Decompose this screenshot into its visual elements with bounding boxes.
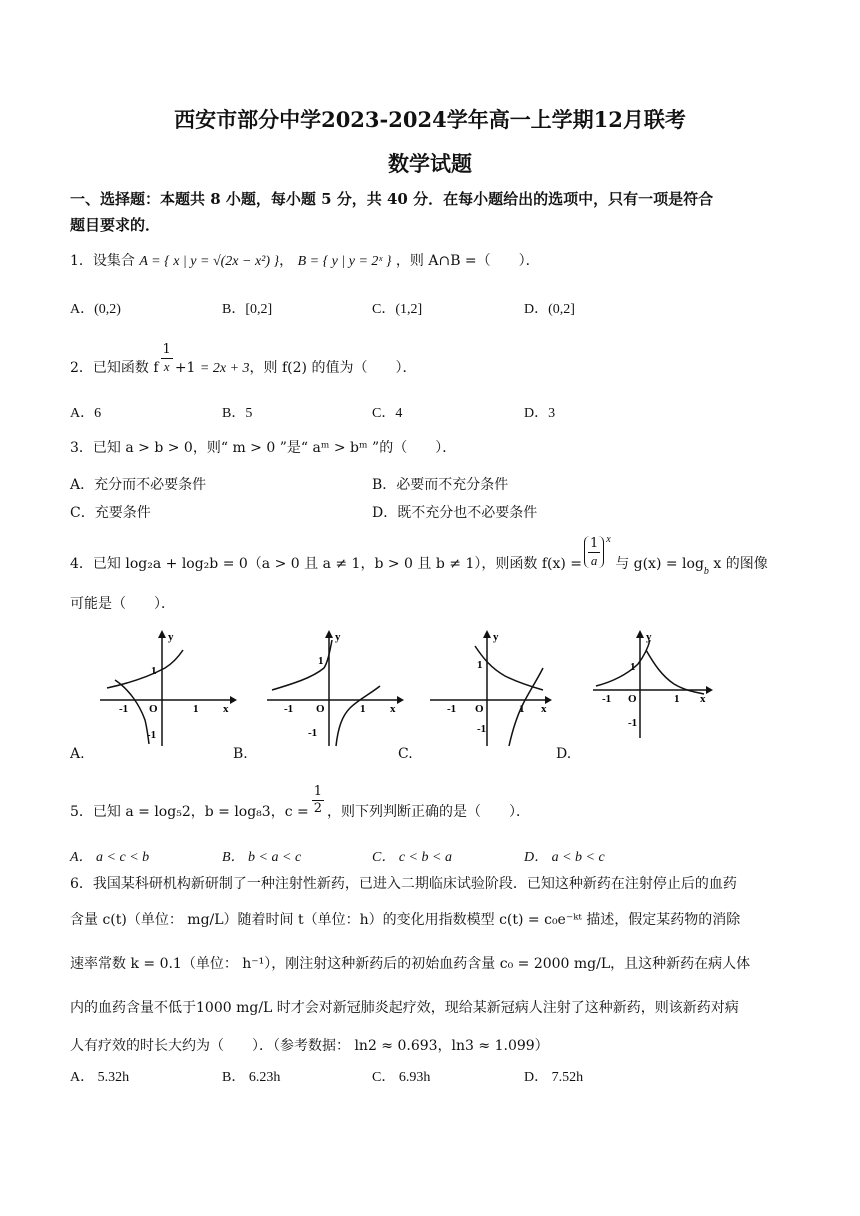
tick-label-y1: 1 (151, 665, 157, 677)
q1-option-a: A．(0,2) (70, 302, 121, 317)
q4-line2: 可能是（ ）． (70, 596, 175, 612)
axis-y-label: y (646, 631, 652, 643)
q6-line4: 内的血药含量不低于1000 mg/L 时才会对新冠肺炎起疗效，现给某新冠病人注射了这种新药，则该新药对病 (70, 1000, 739, 1016)
q6-option-d: D． 7.52h (524, 1070, 584, 1085)
q4-graph-a (95, 628, 240, 748)
q6-line3: 速率常数 k = 0.1（单位： h⁻¹），刚注射这种新药后的初始血药含量 c₀ = 2000 mg/L，且这种新药在病人体 (70, 956, 751, 972)
axis-origin-label: O (628, 693, 637, 705)
q6-line5: 人有疗效的时长大约为（ ）．（参考数据： ln2 ≈ 0.693，ln3 ≈ 1.099） (70, 1038, 549, 1054)
q5-option-d: D． a < b < c (524, 850, 605, 865)
graph-label-d: D. (556, 746, 572, 762)
q4-graph-d (588, 628, 723, 748)
tick-label-1: 1 (674, 693, 680, 705)
q1-tail: ，则 A∩B =（ ）． (395, 253, 540, 269)
q3-option-d: D．既不充分也不必要条件 (372, 505, 538, 521)
q4-line1-b: 与 g(x) = log (615, 556, 704, 573)
tick-label-yneg1: -1 (628, 717, 638, 729)
q4-frac-den: a (590, 552, 598, 568)
q1-option-c: C．(1,2] (372, 302, 423, 317)
tick-label-y1: 1 (630, 661, 636, 673)
question-1: 1．设集合 A = { x | y = √(2x − x²) }， B = { y | y = 2ˣ } ，则 A∩B =（ ）． (70, 253, 540, 269)
axis-x-label: x (541, 703, 547, 715)
axis-x-label: x (700, 693, 706, 705)
q6-option-c: C． 6.93h (372, 1070, 431, 1085)
page-subtitle: 数学试题 (388, 151, 472, 176)
q2-frac-den: x (163, 358, 170, 374)
graph-label-b: B. (233, 746, 248, 762)
q5-option-b: B． b < a < c (222, 850, 302, 865)
q4-graph-b (262, 628, 407, 748)
q6-option-b: B． 6.23h (222, 1070, 281, 1085)
q4-exponent: x (606, 534, 611, 546)
axis-origin-label: O (316, 703, 325, 715)
question-4 (70, 536, 768, 580)
q4-line1-a: 4．已知 log₂a + log₂b = 0（a > 0 且 a ≠ 1，b > 0 且 b ≠ 1），则函数 f(x) = (70, 556, 582, 573)
q5-tail: ，则下列判断正确的是（ ）． (327, 804, 531, 821)
section-heading-line1: 一、选择题：本题共 8 小题，每小题 5 分，共 40 分．在每小题给出的选项中，只有一项是符合 (70, 190, 714, 208)
q2-frac-num: 1 (162, 342, 171, 357)
page-title: 西安市部分中学2023-2024学年高一上学期12月联考 (174, 107, 686, 132)
section-heading-line2: 题目要求的． (70, 216, 161, 234)
tick-label-neg1: -1 (602, 693, 612, 705)
q5-frac-num: 1 (313, 784, 323, 799)
q2-option-c: C．4 (372, 406, 403, 421)
q6-line1: 6．我国某科研机构新研制了一种注射性新药，已进入二期临床试验阶段．已知这种新药在注射停止后的血药 (70, 876, 737, 892)
q1-set-b: B = { y | y = 2ˣ } (297, 254, 392, 269)
q6-line2: 含量 c(t)（单位： mg/L）随着时间 t（单位：h）的变化用指数模型 c(t) = c₀e⁻ᵏᵗ 描述，假定某药物的消除 (70, 912, 741, 928)
axis-y-label: y (335, 631, 341, 643)
q6-option-a: A． 5.32h (70, 1070, 130, 1085)
tick-label-yneg1: -1 (147, 729, 157, 741)
q3-option-a: A．充分而不必要条件 (70, 477, 207, 493)
q2-prefix: 2．已知函数 f (70, 360, 159, 377)
tick-label-1: 1 (360, 703, 366, 715)
q5-frac-den: 2 (313, 800, 323, 816)
tick-label-y1: 1 (477, 659, 483, 671)
q1-number: 1．设集合 (70, 253, 135, 269)
q2-option-d: D．3 (524, 406, 556, 421)
q2-mid: +1 (174, 360, 196, 377)
graph-label-c: C. (398, 746, 413, 762)
axis-y-label: y (493, 631, 499, 643)
q2-tail: ，则 f(2) 的值为（ ）． (249, 360, 417, 377)
axis-origin-label: O (475, 703, 484, 715)
q1-set-a: A = { x | y = √(2x − x²) } (139, 254, 280, 269)
graph-label-a: A. (70, 746, 85, 762)
axis-x-label: x (223, 703, 229, 715)
q4-frac-num: 1 (590, 536, 599, 551)
question-3: 3．已知 a > b > 0，则“ m > 0 ”是“ aᵐ > bᵐ ”的（ ）． (70, 440, 457, 456)
q2-option-a: A．6 (70, 406, 102, 421)
question-5 (70, 784, 530, 828)
q5-option-a: A． a < c < b (70, 850, 150, 865)
tick-label-neg1: -1 (284, 703, 294, 715)
q3-option-c: C．充要条件 (70, 505, 151, 521)
q4-line1-c: x 的图像 (708, 556, 768, 573)
axis-origin-label: O (149, 703, 158, 715)
axis-y-label: y (168, 631, 174, 643)
q5-prefix: 5．已知 a = log₅2，b = log₈3，c = (70, 804, 309, 821)
tick-label-neg1: -1 (119, 703, 129, 715)
q2-option-b: B．5 (222, 406, 253, 421)
q4-graph-c (425, 628, 570, 748)
q2-rhs: = 2x + 3 (199, 361, 250, 377)
q3-option-b: B．必要而不充分条件 (372, 477, 509, 493)
tick-label-y1: 1 (318, 655, 324, 667)
tick-label-1: 1 (193, 703, 199, 715)
tick-label-yneg1: -1 (308, 727, 318, 739)
q4-log-base: b (703, 565, 709, 577)
tick-label-neg1: -1 (447, 703, 457, 715)
axis-x-label: x (390, 703, 396, 715)
question-2 (70, 342, 416, 384)
q1-option-d: D．(0,2] (524, 302, 575, 317)
q5-option-c: C． c < b < a (372, 850, 452, 865)
tick-label-yneg1: -1 (477, 723, 487, 735)
tick-label-1: 1 (519, 703, 525, 715)
q1-option-b: B．[0,2] (222, 302, 273, 317)
